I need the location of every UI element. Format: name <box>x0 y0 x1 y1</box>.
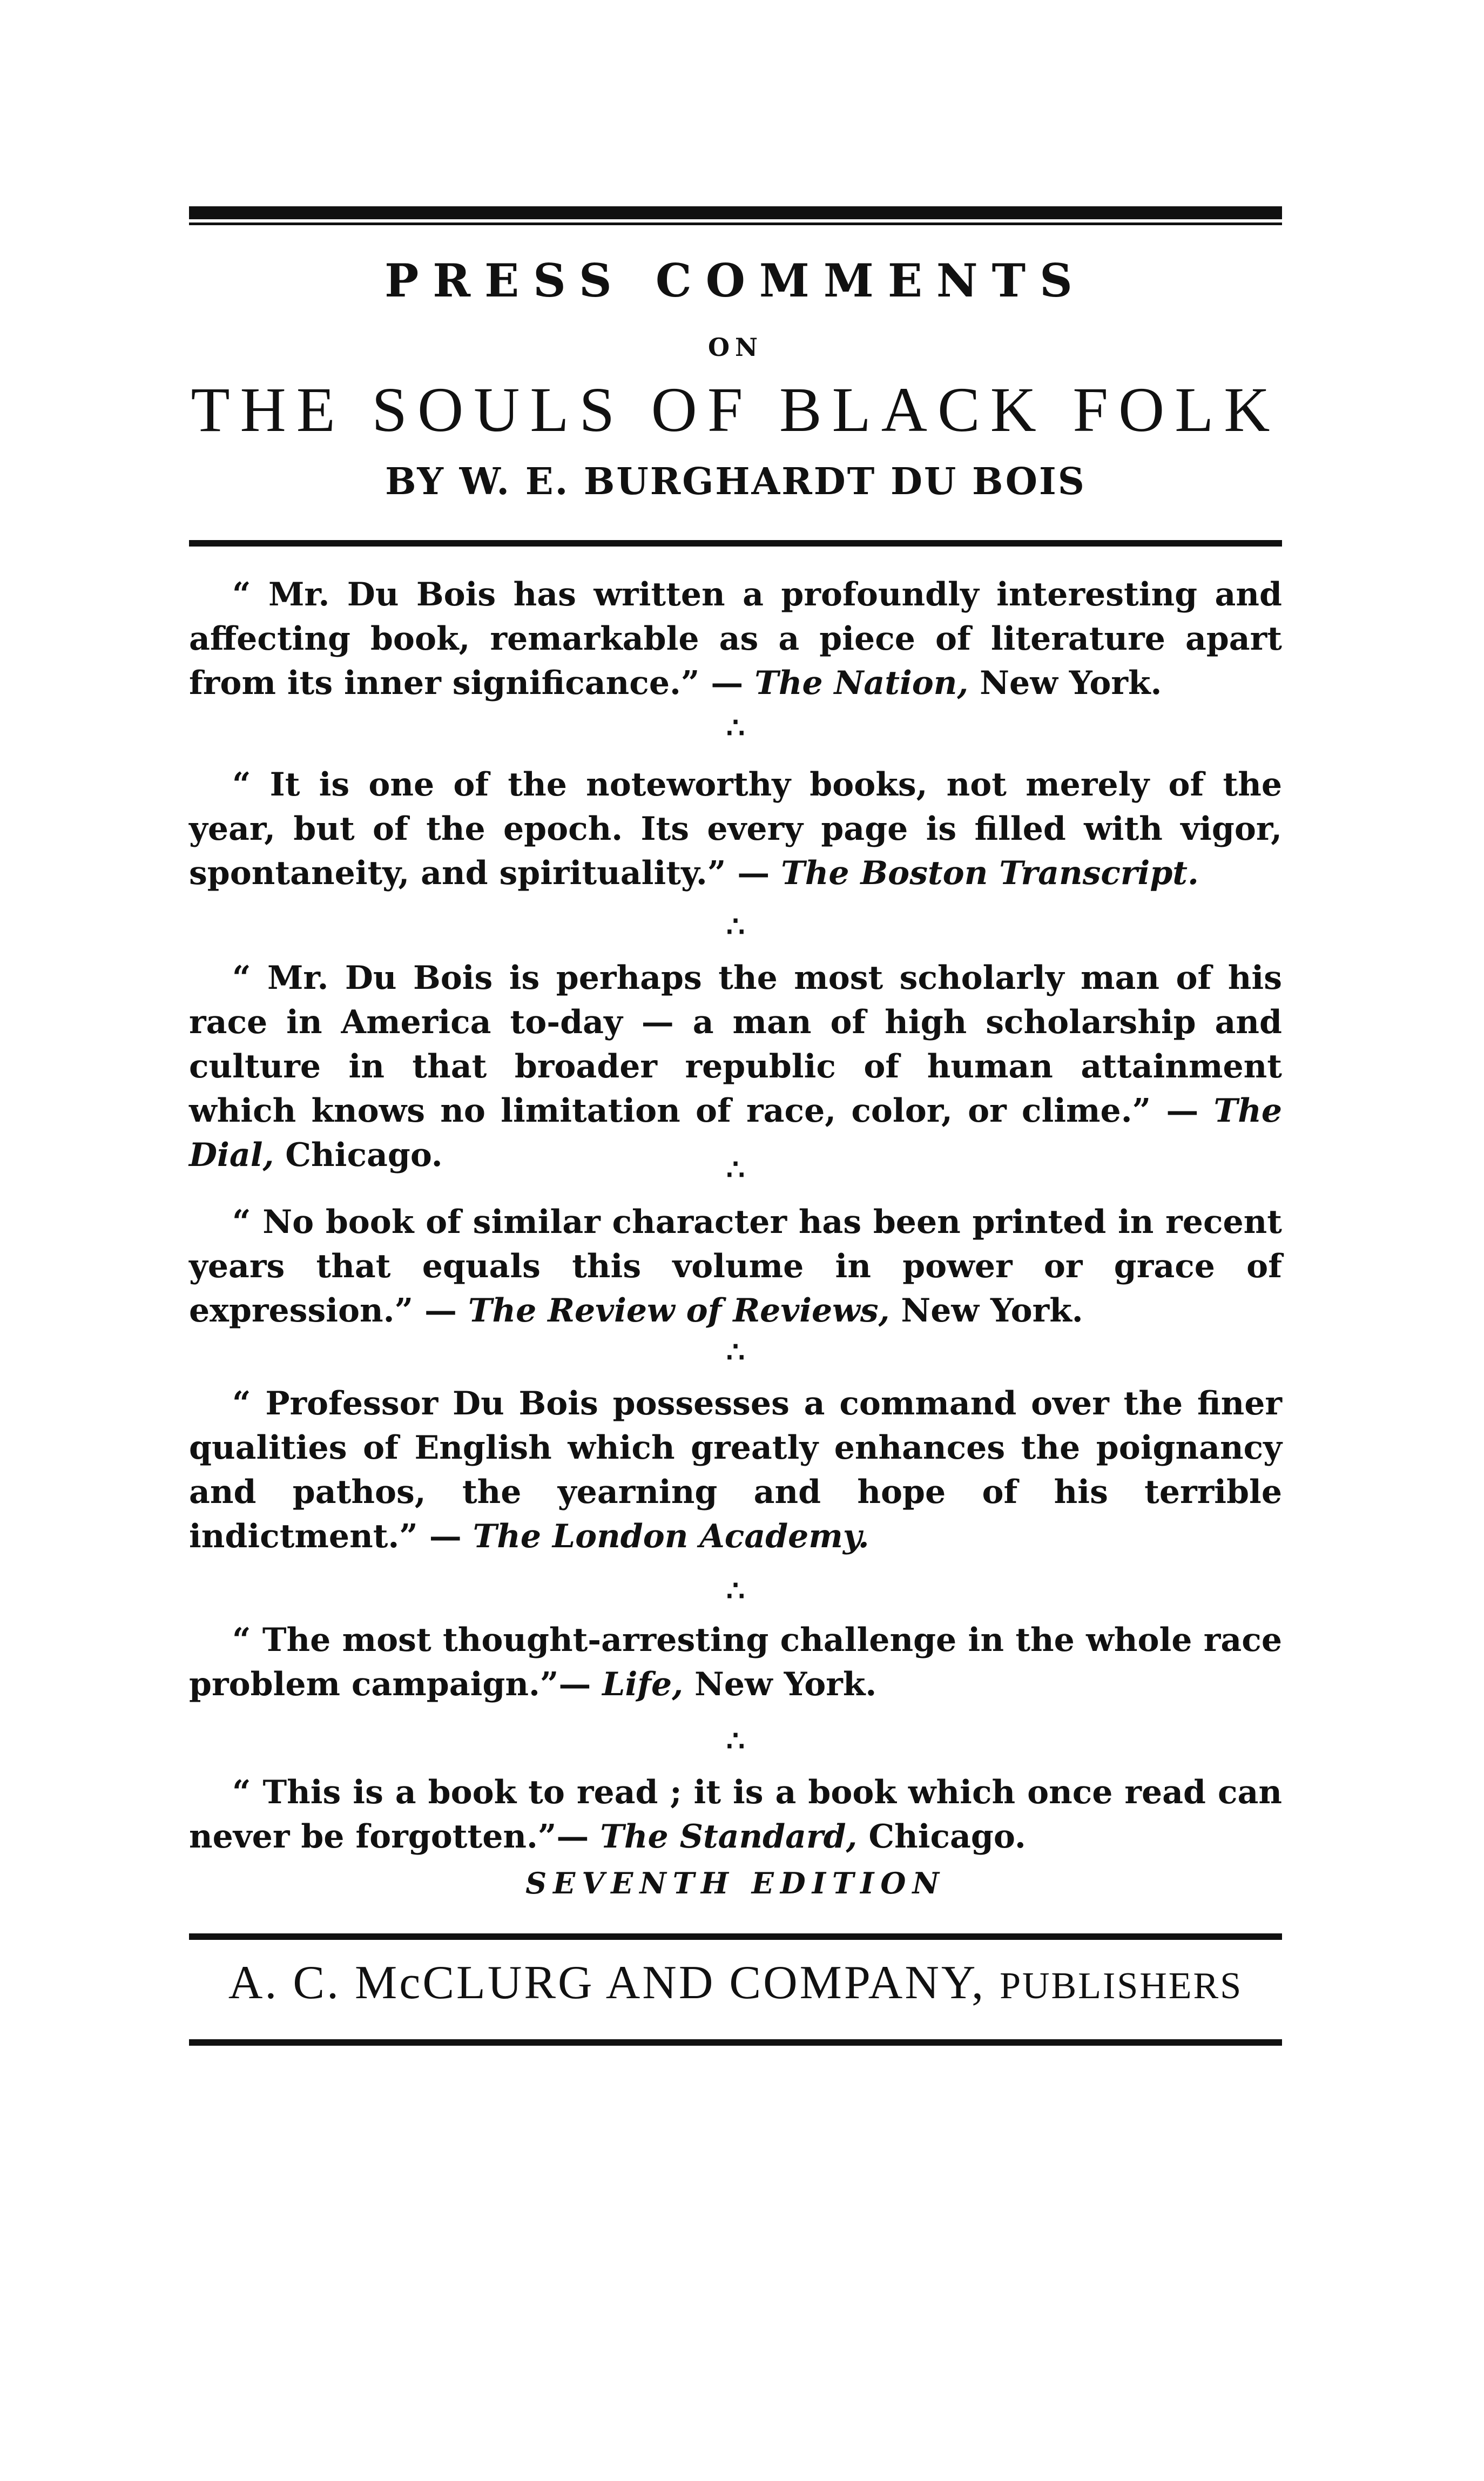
ornament-divider: ∴ <box>726 1334 745 1369</box>
quote-review-of-reviews <box>189 1200 1282 1333</box>
quote-place: New York. <box>889 1292 1083 1330</box>
quote-nation <box>189 572 1282 705</box>
author-line: BY W. E. BURGHARDT DU BOIS <box>385 460 1086 503</box>
top-rule-thin <box>189 223 1282 225</box>
quote-text: “ Mr. Du Bois is perhaps the most scholarly man of his race in America to-day — a man of high scholarship and culture in that broader republic of human attainment which knows no limitation of race, color, or clime.” — <box>189 959 1282 1130</box>
ornament-divider: ∴ <box>726 1152 745 1186</box>
header-rule <box>189 540 1282 547</box>
publisher-role: PUBLISHERS <box>1000 1965 1243 2007</box>
quote-place: Chicago. <box>857 1818 1026 1856</box>
quote-text: “ Professor Du Bois possesses a command over the finer qualities of English which greatly enhances the poignancy and pathos, the yearning and hope of his terrible indictment.” — <box>189 1385 1282 1555</box>
quote-text: “ This is a book to read ; it is a book which once read can never be forgotten.”— <box>189 1774 1282 1856</box>
on-heading: ON <box>707 333 764 362</box>
quote-source: The Boston Transcript. <box>781 854 1199 892</box>
edition-label: SEVENTH EDITION <box>525 1866 946 1900</box>
quote-text: “ The most thought-arresting challenge in the whole race problem campaign.”— <box>189 1621 1282 1703</box>
press-comments-heading: PRESS COMMENTS <box>385 254 1087 307</box>
ornament-divider: ∴ <box>726 1723 745 1758</box>
quote-boston-transcript <box>189 763 1282 895</box>
publisher-line <box>189 1959 1282 2007</box>
quote-standard <box>189 1770 1282 1859</box>
ornament-divider: ∴ <box>726 909 745 943</box>
quote-place: Chicago. <box>274 1136 443 1174</box>
quote-text: “ Mr. Du Bois has written a profoundly interesting and affecting book, remarkable as a piece of literature apart from its inner significance.” — <box>189 576 1282 702</box>
quote-source: The Nation, <box>754 664 969 702</box>
quote-source: The Dial, <box>189 1092 1282 1174</box>
quote-place: New York. <box>968 664 1162 702</box>
quote-place: New York. <box>683 1666 877 1703</box>
ornament-divider: ∴ <box>726 1573 745 1608</box>
quote-text: “ No book of similar character has been printed in recent years that equals this volume in power or grace of expression.” — <box>189 1203 1282 1330</box>
quote-source: The Review of Reviews, <box>468 1292 890 1330</box>
quote-source: Life, <box>602 1666 684 1703</box>
quote-text: “ It is one of the noteworthy books, not merely of the year, but of the epoch. Its every page is filled with vigor, spontaneity, and spirituality.” — <box>189 766 1282 892</box>
quote-london-academy <box>189 1381 1282 1559</box>
publisher-bottom-rule <box>189 2039 1282 2046</box>
quote-dial <box>189 956 1282 1177</box>
publisher-top-rule <box>189 1933 1282 1940</box>
ornament-divider: ∴ <box>726 710 745 745</box>
publisher-name: A. C. McCLURG AND COMPANY, <box>228 1957 986 2009</box>
quote-life <box>189 1618 1282 1707</box>
top-rule-thick <box>189 206 1282 219</box>
quote-source: The Standard, <box>600 1818 858 1856</box>
book-title: THE SOULS OF BLACK FOLK <box>191 374 1280 445</box>
quote-source: The London Academy. <box>473 1518 869 1555</box>
